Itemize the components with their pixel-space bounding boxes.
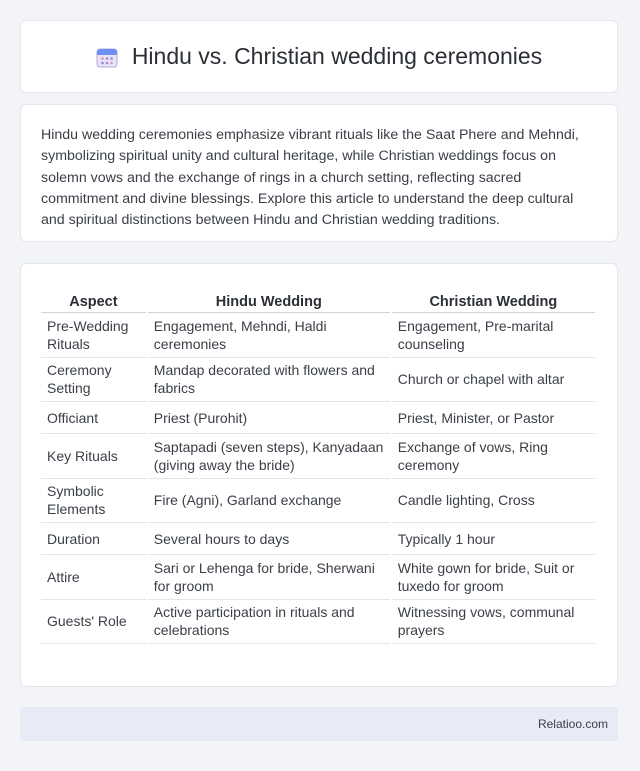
comparison-table xyxy=(39,284,597,644)
table-row xyxy=(41,479,595,524)
table-cell-hindu: Several hours to days xyxy=(148,523,390,555)
table-cell-aspect: Attire xyxy=(41,555,146,600)
header-hindu-wedding: Hindu Wedding xyxy=(148,284,390,313)
calendar-icon xyxy=(96,46,118,68)
table-row xyxy=(41,402,595,434)
table-cell-aspect: Guests' Role xyxy=(41,600,146,645)
table-cell-hindu: Saptapadi (seven steps), Kanyadaan (giving away the bride) xyxy=(148,434,390,479)
table-cell-hindu: Fire (Agni), Garland exchange xyxy=(148,479,390,524)
table-cell-aspect: Ceremony Setting xyxy=(41,358,146,403)
table-cell-aspect: Duration xyxy=(41,523,146,555)
table-row xyxy=(41,358,595,403)
table-cell-aspect: Officiant xyxy=(41,402,146,434)
table-cell-aspect: Symbolic Elements xyxy=(41,479,146,524)
footer xyxy=(20,707,618,741)
table-cell-christian: Engagement, Pre-marital counseling xyxy=(392,313,595,358)
table-cell-christian: Exchange of vows, Ring ceremony xyxy=(392,434,595,479)
table-row xyxy=(41,555,595,600)
table-row xyxy=(41,523,595,555)
table-cell-christian: White gown for bride, Suit or tuxedo for groom xyxy=(392,555,595,600)
table-cell-hindu: Engagement, Mehndi, Haldi ceremonies xyxy=(148,313,390,358)
table-row xyxy=(41,600,595,645)
table-row xyxy=(41,313,595,358)
page-title: Hindu vs. Christian wedding ceremonies xyxy=(131,43,543,69)
title-card xyxy=(20,20,618,93)
intro-paragraph: Hindu wedding ceremonies emphasize vibrant rituals like the Saat Phere and Mehndi, symbolizing spiritual unity and cultural heritage, while Christian weddings focus on solemn vows and the exchange of rings in a church setting, reflecting sacred commitment and divine blessings. Explore this article to understand the deep cultural and spiritual distinctions between Hindu and Christian wedding traditions. xyxy=(41,127,579,229)
table-cell-christian: Typically 1 hour xyxy=(392,523,595,555)
table-cell-christian: Priest, Minister, or Pastor xyxy=(392,402,595,434)
footer-brand: Relatioo.com xyxy=(537,717,608,731)
table-cell-hindu: Sari or Lehenga for bride, Sherwani for groom xyxy=(148,555,390,600)
header-aspect: Aspect xyxy=(41,284,146,313)
table-row xyxy=(41,434,595,479)
table-cell-hindu: Active participation in rituals and celebrations xyxy=(148,600,390,645)
intro-card xyxy=(20,104,618,242)
table-cell-hindu: Mandap decorated with flowers and fabrics xyxy=(148,358,390,403)
header-christian-wedding: Christian Wedding xyxy=(392,284,595,313)
table-header-row xyxy=(41,284,595,313)
table-cell-christian: Church or chapel with altar xyxy=(392,358,595,403)
table-cell-christian: Witnessing vows, communal prayers xyxy=(392,600,595,645)
table-cell-aspect: Pre-Wedding Rituals xyxy=(41,313,146,358)
table-cell-hindu: Priest (Purohit) xyxy=(148,402,390,434)
comparison-table-card xyxy=(20,263,618,687)
table-cell-aspect: Key Rituals xyxy=(41,434,146,479)
table-cell-christian: Candle lighting, Cross xyxy=(392,479,595,524)
